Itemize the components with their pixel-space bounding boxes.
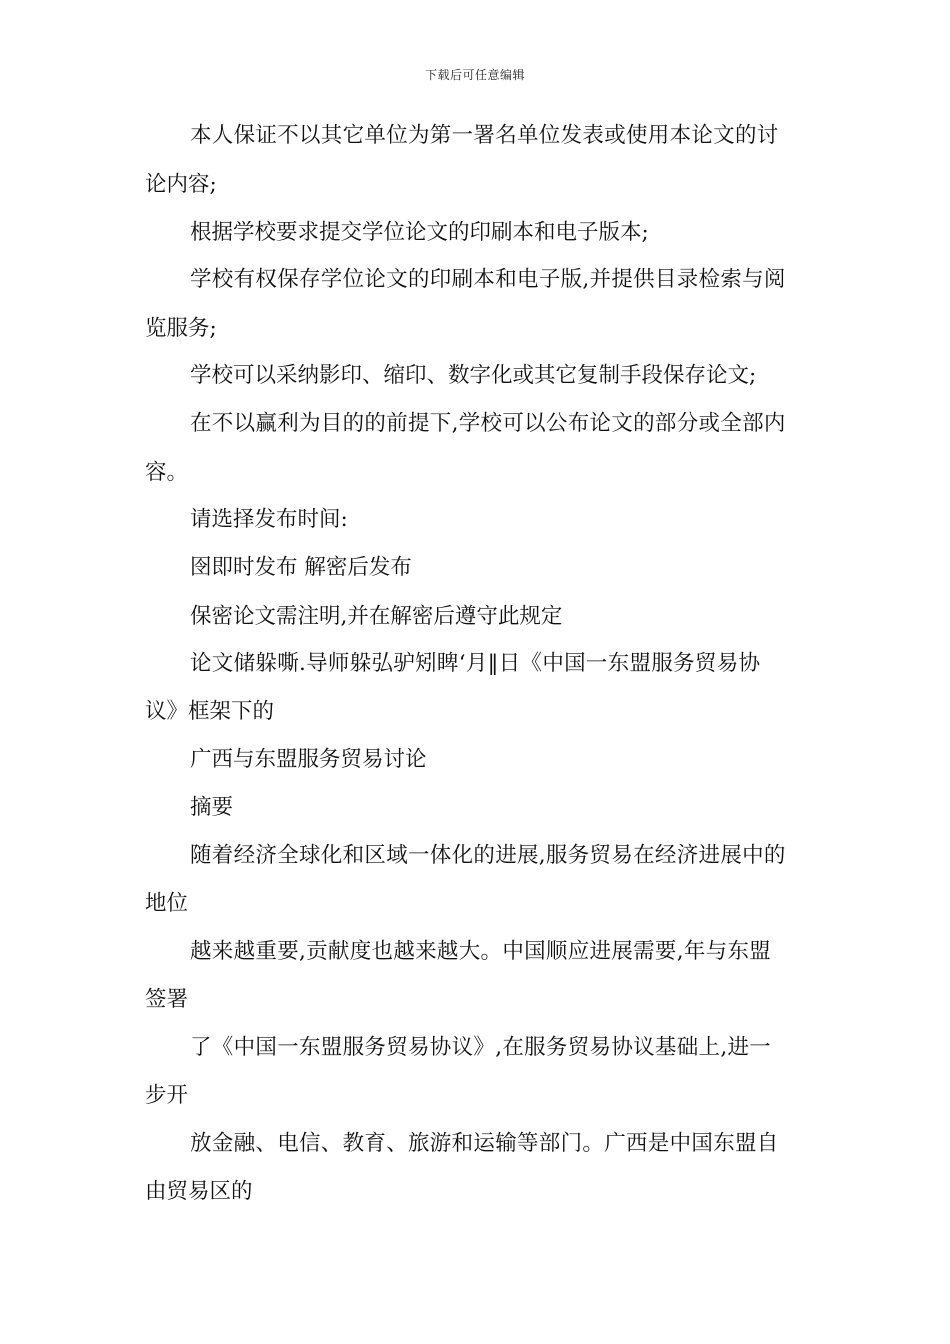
- section-heading-abstract: 摘要: [190, 795, 234, 820]
- body-line: 览服务;: [145, 316, 217, 341]
- page-header: 下载后可任意编辑: [424, 68, 525, 82]
- body-line: 囹即时发布 解密后发布: [190, 555, 412, 580]
- body-line: 步开: [145, 1083, 189, 1108]
- body-line: 论文储躲嘶.导师躲弘驴矧睥‘月‖日《中国一东盟服务贸易协: [190, 651, 761, 676]
- body-line: 了《中国一东盟服务贸易协议》,在服务贸易协议基础上,进一: [190, 1035, 772, 1060]
- body-line: 本人保证不以其它单位为第一署名单位发表或使用本论文的讨: [190, 123, 779, 148]
- body-line: 保密论文需注明,并在解密后遵守此规定: [190, 604, 563, 629]
- body-line: 容。: [145, 460, 189, 485]
- body-line: 由贸易区的: [145, 1179, 253, 1204]
- body-line: 随着经济全球化和区域一体化的进展,服务贸易在经济进展中的: [190, 843, 786, 868]
- body-line: 根据学校要求提交学位论文的印刷本和电子版本;: [190, 220, 649, 245]
- body-line: 在不以赢利为目的的前提下,学校可以公布论文的部分或全部内: [190, 411, 786, 436]
- body-line: 学校可以采纳影印、缩印、数字化或其它复制手段保存论文;: [190, 363, 757, 388]
- body-line: 请选择发布时间:: [190, 507, 348, 532]
- body-line: 广西与东盟服务贸易讨论: [190, 747, 427, 772]
- body-line: 议》框架下的: [145, 699, 275, 724]
- body-line: 放金融、电信、教育、旅游和运输等部门。广西是中国东盟自: [190, 1131, 779, 1156]
- body-line: 学校有权保存学位论文的印刷本和电子版,并提供目录检索与阅: [190, 267, 786, 292]
- body-line: 论内容;: [145, 172, 217, 197]
- body-line: 越来越重要,贡献度也越来越大。中国顺应进展需要,年与东盟: [190, 939, 772, 964]
- body-line: 签署: [145, 987, 189, 1012]
- body-line: 地位: [145, 891, 189, 916]
